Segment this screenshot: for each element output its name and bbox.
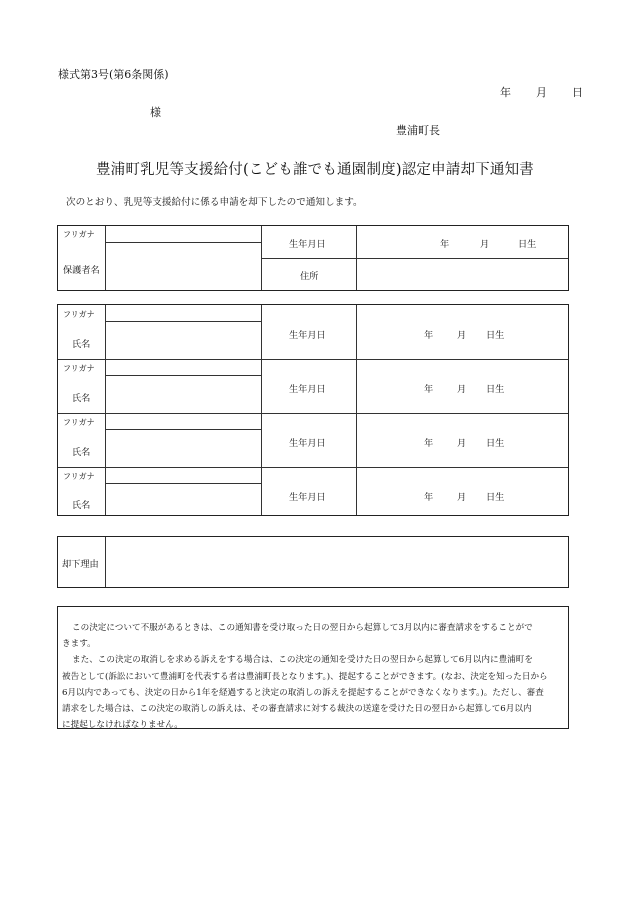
child-birth-day: 日生 — [486, 438, 505, 449]
issue-date — [500, 84, 583, 100]
notice-line: また、この決定の取消しを求める訴えをする場合は、この決定の通知を受けた日の翌日から起算して6月以内に豊浦町を — [72, 655, 533, 666]
guardian-birth-month: 月 — [480, 239, 490, 250]
rejection-reason-label: 却下理由 — [62, 559, 99, 570]
child-birth-month: 月 — [457, 384, 467, 395]
child-birth-year: 年 — [424, 330, 434, 341]
child-furigana-label: フリガナ — [63, 472, 95, 481]
date-month-label: 月 — [536, 86, 547, 99]
notice-line: 6月以内であっても、決定の日から1年を経過すると決定の取消しの訴えを提起することができなくなります。)。ただし、審査 — [62, 687, 544, 698]
notice-line: に提起しなければなりません。 — [62, 720, 183, 731]
child-birth-day: 日生 — [486, 492, 505, 503]
appeal-notice-text — [62, 620, 567, 733]
child-name-label: 氏名 — [72, 339, 91, 350]
notice-line: 被告として(訴訟において豊浦町を代表する者は豊浦町長となります。)、提起することができます。(なお、決定を知った日から — [62, 671, 548, 682]
notice-line: きます。 — [62, 639, 96, 650]
document-title: 豊浦町乳児等支援給付(こども誰でも通園制度)認定申請却下通知書 — [95, 162, 534, 178]
child-birth-month: 月 — [457, 330, 467, 341]
date-year-label: 年 — [500, 86, 511, 99]
notice-line: この決定について不服があるときは、この通知書を受け取った日の翌日から起算して3月以内に審査請求をすることがで — [72, 623, 533, 633]
guardian-name-label: 保護者名 — [63, 265, 100, 276]
guardian-birth-label: 生年月日 — [289, 239, 326, 250]
intro-text: 次のとおり、乳児等支援給付に係る申請を却下したので通知します。 — [66, 197, 363, 208]
child-birth-day: 日生 — [486, 384, 505, 395]
child-furigana-label: フリガナ — [63, 310, 95, 319]
child-furigana-label: フリガナ — [63, 418, 95, 427]
child-name-label: 氏名 — [72, 447, 91, 458]
guardian-address-label: 住所 — [300, 271, 319, 282]
child-birth-day: 日生 — [486, 330, 505, 341]
child-birth-label: 生年月日 — [289, 330, 326, 341]
child-birth-month: 月 — [457, 492, 467, 503]
notice-line: 請求をした場合は、この決定の取消しの訴えは、その審査請求に対する裁決の送達を受けた日の翌日から起算して6月以内 — [62, 704, 532, 715]
form-number: 様式第3号(第6条関係) — [58, 68, 169, 81]
child-birth-month: 月 — [457, 438, 467, 449]
child-name-label: 氏名 — [72, 393, 91, 404]
child-birth-year: 年 — [424, 384, 434, 395]
guardian-furigana-label: フリガナ — [63, 230, 95, 239]
addressee-suffix: 様 — [150, 106, 161, 119]
child-birth-year: 年 — [424, 492, 434, 503]
guardian-birth-day: 日生 — [518, 239, 537, 250]
child-birth-label: 生年月日 — [289, 438, 326, 449]
child-birth-year: 年 — [424, 438, 434, 449]
guardian-table — [57, 225, 569, 291]
children-table — [57, 304, 569, 516]
rejection-reason-box — [57, 536, 569, 588]
child-birth-label: 生年月日 — [289, 384, 326, 395]
issuer: 豊浦町長 — [396, 124, 440, 137]
child-name-label: 氏名 — [72, 500, 91, 511]
child-birth-label: 生年月日 — [289, 492, 326, 503]
guardian-birth-year: 年 — [440, 239, 450, 250]
child-furigana-label: フリガナ — [63, 364, 95, 373]
date-day-label: 日 — [572, 86, 583, 99]
